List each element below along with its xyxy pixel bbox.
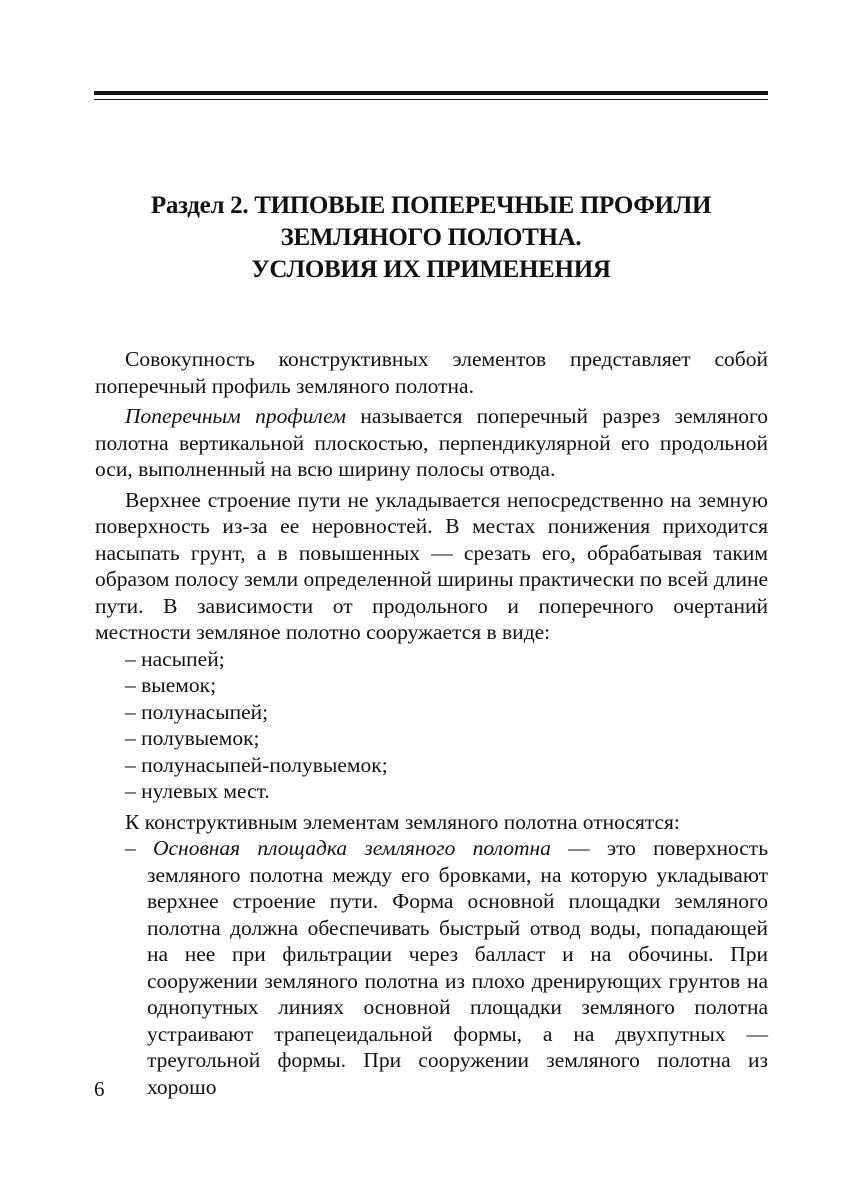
header-rule-thin xyxy=(94,99,768,100)
definition-term: Основная площадка земляного полотна xyxy=(152,836,551,860)
header-rule-thick xyxy=(94,91,768,95)
embankment-types-list xyxy=(95,646,768,805)
paragraph-3: Верхнее строение пути не укладывается непосредственно на земную поверхность из-за ее неровностей. В местах понижения приходится насыпать грунт, а в повышенных — срезать его, обрабатывая таким образом полосу земли определенной ширины практически по всей длине пути. В зависимости от продольного и поперечного очертаний местности земляное полотно сооружается в виде: xyxy=(95,487,768,644)
list-item: – нулевых мест. xyxy=(125,779,270,803)
paragraph-4: К конструктивным элементам земляного полотна относятся: xyxy=(125,809,680,834)
definition-item xyxy=(95,835,768,1100)
list-item: – полувыемок; xyxy=(125,726,260,750)
list-item: – выемок; xyxy=(125,673,217,697)
term-cross-profile: Поперечным профилем xyxy=(125,404,346,428)
definition-dash: – xyxy=(125,836,153,860)
paragraph-1: Совокупность конструктивных элементов представляет собой поперечный профиль земляного полотна. xyxy=(95,347,768,398)
section-title xyxy=(94,190,768,286)
page-number: 6 xyxy=(94,1077,105,1101)
list-item: – насыпей; xyxy=(125,646,225,671)
list-item: – полунасыпей; xyxy=(125,699,269,724)
section-title-line-2: ЗЕМЛЯНОГО ПОЛОТНА. xyxy=(280,224,582,251)
elements-list xyxy=(95,835,768,1100)
section-title-line-3: УСЛОВИЯ ИХ ПРИМЕНЕНИЯ xyxy=(251,256,611,283)
section-title-line-1: Раздел 2. ТИПОВЫЕ ПОПЕРЕЧНЫЕ ПРОФИЛИ xyxy=(150,192,712,219)
definition-text: — это поверхность земляного полотна между его бровками, на которую укладывают верхнее строение пути. Форма основной площадки земляного полотна должна обеспечивать быстрый отвод воды, попадающей на нее при фильтрации через балласт и на обочины. При сооружении земляного полотна из плохо дренирующих грунтов на однопутных линиях основной площадки земляного полотна устраивают трапецеидальной формы, а на двухпутных — треугольной формы. При сооружении земляного полотна из хорошо xyxy=(147,836,768,1099)
paragraph-2 xyxy=(95,403,768,483)
list-item: – полунасыпей-полувыемок; xyxy=(125,752,388,777)
body-text xyxy=(95,346,768,1100)
paragraph-2-text: называется поперечный разрез земляного полотна вертикальной плоскостью, перпендикулярной его продольной оси, выполненный на всю ширину полосы отвода. xyxy=(95,404,768,481)
